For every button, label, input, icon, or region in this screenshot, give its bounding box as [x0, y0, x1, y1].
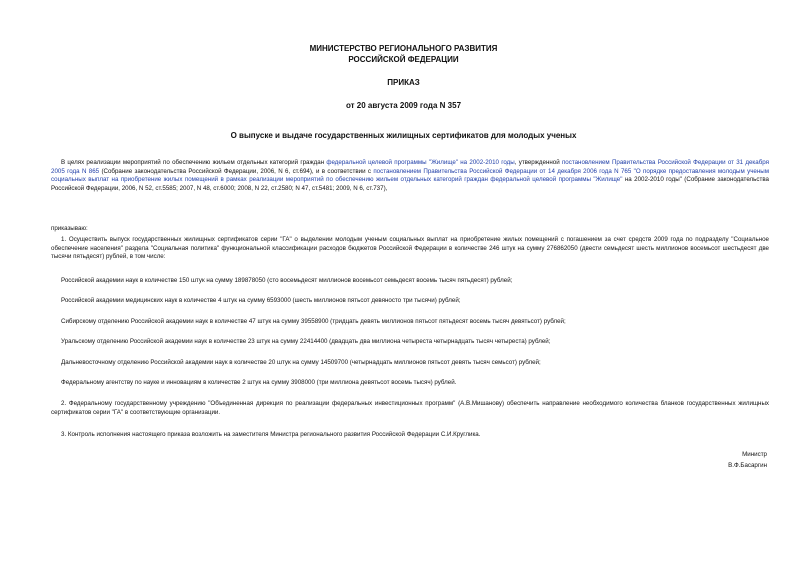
link-government-decree-865[interactable]: постановлением Правительства Российской Федерации от 31 декабря 2005 года N 865 — [51, 159, 769, 175]
distribution-item: Российской академии медицинских наук в количестве 4 штук на сумму 6593000 (шесть миллионов пятьсот девяносто три тысячи) рублей; — [61, 297, 461, 304]
signature-name: В.Ф.Басаргин — [728, 462, 767, 469]
link-housing-program[interactable]: федеральной целевой программы "Жилище" на 2002-2010 годы — [326, 159, 515, 166]
ministry-line-2: РОССИЙСКОЙ ФЕДЕРАЦИИ — [348, 55, 459, 64]
distribution-item: Дальневосточному отделению Российской академии наук в количестве 20 штук на сумму 14509700 (четырнадцать миллионов пятьсот девять тысяч семьсот) рублей; — [61, 359, 541, 366]
order-item-1: 1. Осуществить выпуск государственных жилищных сертификатов серии "ГА" о выделении молодым ученым социальных выплат на приобретение жилых помещений с погашением за счет средств 2009 года по подразделу "Социальное обеспечение населения" раздела "Социальная политика" функциональной классификации расходов бюджетов Российской Федерации в количестве 246 штук на сумму 276862050 (двести семьдесят шесть миллионов восемьсот шестьдесят две тысячи пятьдесят) рублей, в том числе: — [51, 236, 769, 261]
document-date-number: от 20 августа 2009 года N 357 — [345, 101, 462, 110]
distribution-item: Уральскому отделению Российской академии наук в количестве 23 штук на сумму 22414400 (двадцать два миллиона четыреста четырнадцать тысяч четыреста) рублей; — [61, 338, 551, 345]
preamble-text-3: (Собрание законодательства Российской Федерации, 2006, N 6, ст.694), и в соответствии с — [99, 167, 374, 175]
ministry-line-1: МИНИСТЕРСТВО РЕГИОНАЛЬНОГО РАЗВИТИЯ — [309, 44, 498, 53]
distribution-item: Сибирскому отделению Российской академии наук в количестве 47 штук на сумму 39558900 (тридцать девять миллионов пятьсот пятьдесят восемь тысяч девятьсот) рублей; — [61, 318, 566, 325]
document-title: О выпуске и выдаче государственных жилищных сертификатов для молодых ученых — [230, 131, 577, 140]
link-government-decree-765[interactable]: постановлением Правительства Российской Федерации от 14 декабря 2006 года N 765 "О порядке предоставления молодым ученым социальных выплат на приобретение жилых помещений в рамках реализации мероприятий по обеспечению жильем отдельных категорий граждан федеральной целевой программы "Жилище" — [51, 167, 769, 184]
preamble-text-4: на 2002-2010 годы" (Собрание законодательства Российской Федерации, 2006, N 52, ст.5585; 2007, N 48, ст.6000; 2008, N 22, ст.2580; N 47, ст.5481; 2009, N 6, ст.737), — [51, 176, 769, 192]
orders-label: приказываю: — [51, 225, 88, 232]
document-type: ПРИКАЗ — [387, 78, 420, 87]
order-item-2: 2. Федеральному государственному учреждению "Объединенная дирекция по реализации федеральных инвестиционных программ" (А.В.Мишанову) обеспечить направление необходимого количества бланков государственных жилищных сертификатов серии "ГА" в соответствующие организации. — [51, 400, 769, 416]
order-item-3: 3. Контроль исполнения настоящего приказа возложить на заместителя Министра регионального развития Российской Федерации С.И.Круглика. — [61, 431, 481, 438]
signature-position: Министр — [742, 451, 767, 458]
preamble-text-1: В целях реализации мероприятий по обеспечению жильем отдельных категорий граждан — [61, 159, 327, 166]
preamble-text-2: , утвержденной — [514, 159, 562, 166]
distribution-item: Российской академии наук в количестве 150 штук на сумму 189878050 (сто восемьдесят миллионов восемьсот семьдесят восемь тысяч пятьдесят) рублей; — [61, 277, 513, 284]
preamble-paragraph — [51, 159, 769, 193]
distribution-item: Федеральному агентству по науке и инновациям в количестве 2 штук на сумму 3908000 (три миллиона девятьсот восемь тысяч) рублей. — [61, 379, 457, 386]
